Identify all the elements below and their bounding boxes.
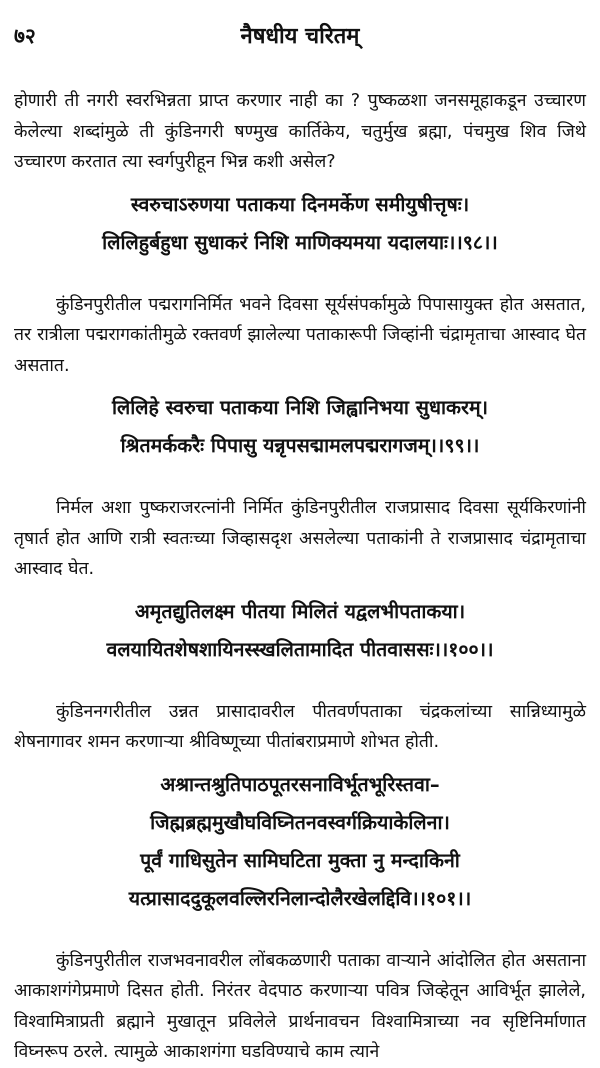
verse-line: लिलिहुर्बहुधा सुधाकरं निशि माणिक्यमया यदालयाः।।९८।। (102, 230, 498, 254)
page-header (14, 0, 586, 49)
verse-line: पूर्वं गाधिसुतेन सामिघटिता मुक्ता नु मन्दाकिनी (140, 848, 460, 872)
verse-line: जिह्मब्रह्ममुखौघविघ्नितनवस्वर्गक्रियाकेलिना। (150, 810, 450, 834)
verse-98 (14, 186, 586, 262)
paragraph-5: कुंडिनपुरीतील राजभवनावरील लोंबकळणारी पताका वाऱ्याने आंदोलित होत असताना आकाशगंगेप्रमाणे दिसत होती. निरंतर वेदपाठ करणाऱ्या पवित्र जिव्हेतून आविर्भूत झालेले, विश्वामित्राप्रती ब्रह्माने मुखातून प्रविलेले प्रार्थनावचन विश्वामित्राच्या नव सृष्टिनिर्माणात विघ्नरूप ठरले. त्यामुळे आकाशगंगा घडविण्याचे काम त्याने (14, 950, 586, 1062)
paragraph-2: कुंडिनपुरीतील पद्मरागनिर्मित भवने दिवसा सूर्यसंपर्कामुळे पिपासायुक्त होत असतात, तर रात्रीला पद्मरागकांतीमुळे रक्तवर्ण झालेल्या पताकारूपी जिव्हांनी चंद्रामृताचा आस्वाद घेत असतात. (14, 294, 586, 376)
verse-100 (14, 593, 586, 669)
page-body (14, 86, 586, 1068)
paragraph-1: होणारी ती नगरी स्वरभिन्नता प्राप्त करणार नाही का ? पुष्कळशा जनसमूहाकडून उच्चारण केलेल्या शब्दांमुळे ती कुंडिनगरी षण्मुख कार्तिकेय, चतुर्मुख ब्रह्मा, पंचमुख शिव जिथे उच्चारण करतात त्या स्वर्गपुरीहून भिन्न कशी असेल? (14, 91, 586, 172)
verse-line: श्रितमर्ककरैः पिपासु यन्नृपसद्मामलपद्मरागजम्।।९९।। (120, 434, 480, 457)
paragraph-3: निर्मल अशा पुष्कराजरत्नांनी निर्मित कुंडिनपुरीतील राजप्रासाद दिवसा सूर्यकिरणांनी तृषार्त होत आणि रात्री स्वतःच्या जिव्हासदृश असलेल्या पताकांनी ते राजप्रासाद चंद्रामृताचा आस्वाद घेत. (14, 498, 586, 579)
verse-line: अमृतद्युतिलक्ष्म पीतया मिलितं यद्वलभीपताकया। (134, 599, 466, 623)
page-number: ७२ (14, 24, 36, 48)
verse-99 (14, 389, 586, 465)
running-title: नैषधीय चरितम् (240, 24, 360, 49)
verse-line: अश्रान्तश्रुतिपाठपूतरसनाविर्भूतभूरिस्तवा– (160, 772, 440, 796)
verse-line: लिलिहे स्वरुचा पताकया निशि जिह्वानिभया सुधाकरम्। (111, 396, 488, 419)
paragraph-4: कुंडिननगरीतील उन्नत प्रासादावरील पीतवर्णपताका चंद्रकलांच्या सान्निध्यामुळे शेषनागावर शमन करणाऱ्या श्रीविष्णूच्या पीतांबराप्रमाणे शोभत होती. (14, 701, 586, 752)
verse-line: वलयायितशेषशायिनस्स्खलितामादित पीतवाससः।।१००।। (106, 637, 494, 661)
verse-line: स्वरुचाऽरुणया पताकया दिनमर्केण समीयुषीत्तृषः। (130, 192, 470, 216)
verse-line: यत्प्रासाददुकूलवल्लिरनिलान्दोलैरखेलद्दिवि।।१०१।। (128, 886, 472, 910)
verse-101 (14, 766, 586, 918)
